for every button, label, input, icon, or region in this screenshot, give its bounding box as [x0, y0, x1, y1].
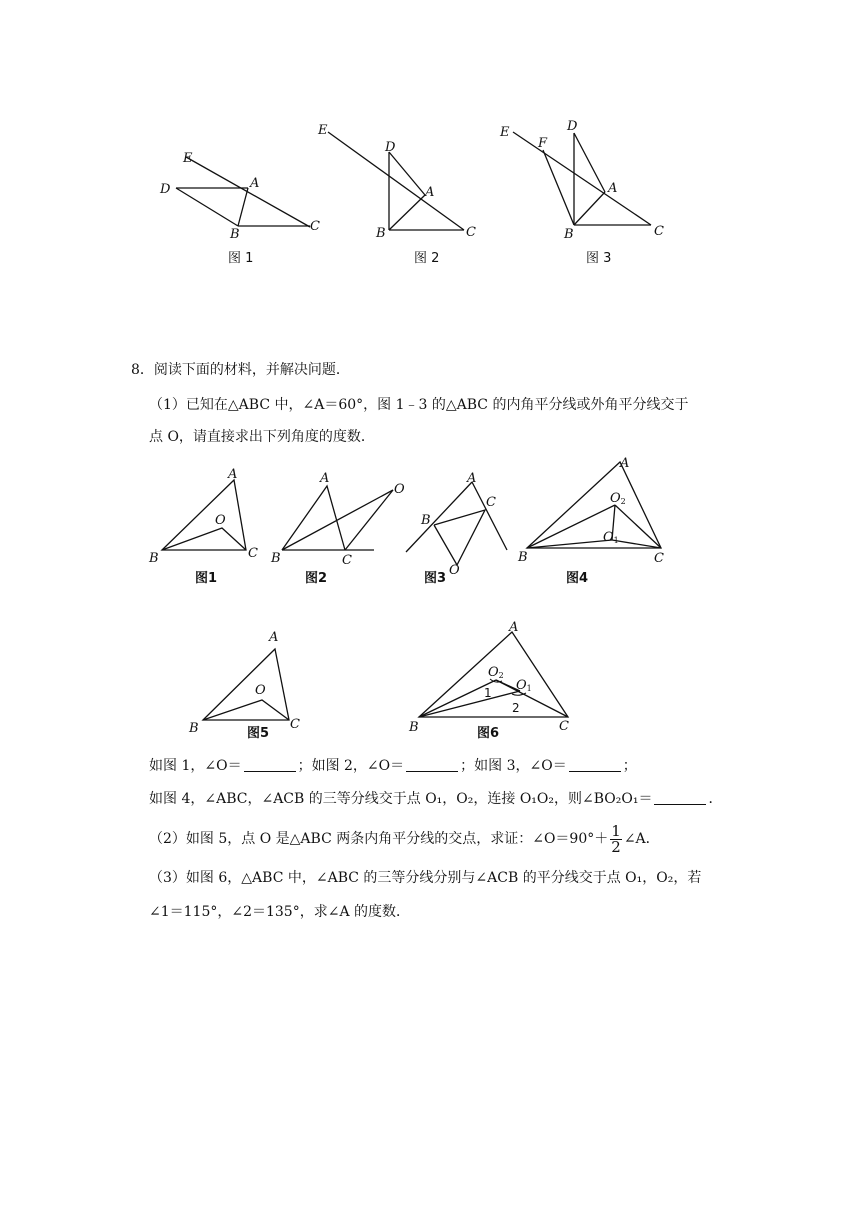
label-B: B [518, 550, 528, 565]
label-B: B [189, 721, 199, 736]
label-A: A [467, 471, 477, 486]
label-O: O [449, 563, 460, 578]
label-B: B [376, 226, 386, 241]
label-O1: O1 [516, 678, 532, 693]
label-B: B [149, 551, 159, 566]
label-B: B [564, 227, 574, 242]
caption-fig2: 图2 [305, 571, 328, 586]
answers-line2 [149, 789, 722, 809]
caption-fig2: 图 2 [414, 251, 440, 266]
label-O: O [255, 683, 266, 698]
angle-2-label: 2 [512, 701, 520, 715]
part3-line1: （3）如图 6，△ABC 中，∠ABC 的三等分线分别与∠ACB 的平分线交于点 O₁，O₂，若 [149, 870, 702, 886]
answers-line1 [149, 756, 637, 776]
label-B: B [271, 551, 281, 566]
label-B: B [409, 720, 419, 735]
answer-fig3-prompt: ；如图 3，∠O＝ [460, 758, 567, 774]
part2-end: ∠A． [623, 831, 660, 847]
answer-fig1-blank[interactable] [244, 757, 296, 772]
label-C: C [310, 219, 320, 234]
label-C: C [559, 719, 569, 734]
label-A: A [620, 456, 630, 471]
answer-fig2-blank[interactable] [406, 757, 458, 772]
label-C: C [466, 225, 476, 240]
label-A: A [228, 467, 238, 482]
part3-line2: ∠1＝115°，∠2＝135°，求∠A 的度数． [149, 904, 411, 920]
label-D: D [385, 140, 396, 155]
caption-fig1: 图1 [195, 571, 218, 586]
caption-fig3: 图 3 [586, 251, 612, 266]
caption-fig3: 图3 [424, 571, 447, 586]
answer-line1-end: ； [622, 758, 637, 774]
answer-fig2-prompt: ；如图 2，∠O＝ [297, 758, 405, 774]
label-C: C [654, 224, 664, 239]
answer-fig4-prompt: 如图 4，∠ABC，∠ACB 的三等分线交于点 O₁，O₂，连接 O₁O₂，则∠BO₂O₁＝ [149, 791, 653, 807]
label-C: C [654, 551, 664, 566]
label-A: A [320, 471, 330, 486]
part1-line1: （1）已知在△ABC 中，∠A＝60°，图 1﹣3 的△ABC 的内角平分线或外角平分线交于 [149, 397, 689, 413]
label-D: D [567, 119, 578, 134]
fraction-one-half: $\frac{1}{2}$ [611, 821, 621, 856]
label-C: C [290, 717, 300, 732]
answer-fig1-prompt: 如图 1，∠O＝ [149, 758, 242, 774]
label-A: A [608, 181, 618, 196]
label-A: A [269, 630, 279, 645]
label-A: A [250, 176, 260, 191]
angle-1-label: 1 [484, 686, 492, 700]
label-E: E [183, 151, 193, 166]
caption-fig1: 图 1 [228, 251, 254, 266]
problem-number: 8． [131, 362, 154, 378]
label-O2: O2 [488, 665, 504, 680]
part2-text: （2）如图 5，点 O 是△ABC 两条内角平分线的交点，求证：∠O＝90°＋ [149, 831, 609, 847]
label-C: C [248, 546, 258, 561]
caption-fig4: 图4 [566, 571, 589, 586]
caption-fig6: 图6 [477, 726, 500, 741]
problem-title: 阅读下面的材料，并解决问题． [153, 362, 350, 378]
label-D: D [160, 182, 171, 197]
part1-line2: 点 O，请直接求出下列角度的度数． [149, 429, 375, 445]
label-O: O [215, 513, 226, 528]
caption-fig5: 图5 [247, 726, 270, 741]
label-F: F [538, 136, 548, 151]
label-E: E [500, 125, 510, 140]
answer-fig4-blank[interactable] [654, 790, 706, 805]
part2 [149, 822, 660, 856]
label-O: O [394, 482, 405, 497]
label-B: B [230, 227, 240, 242]
label-A: A [509, 620, 519, 635]
label-C: C [342, 553, 352, 568]
answer-line2-end: ． [708, 791, 723, 807]
label-B: B [421, 513, 431, 528]
label-A: A [425, 185, 435, 200]
answer-fig3-blank[interactable] [569, 757, 621, 772]
label-E: E [318, 123, 328, 138]
label-O1: O1 [603, 530, 619, 545]
label-C: C [486, 495, 496, 510]
label-O2: O2 [610, 491, 626, 506]
